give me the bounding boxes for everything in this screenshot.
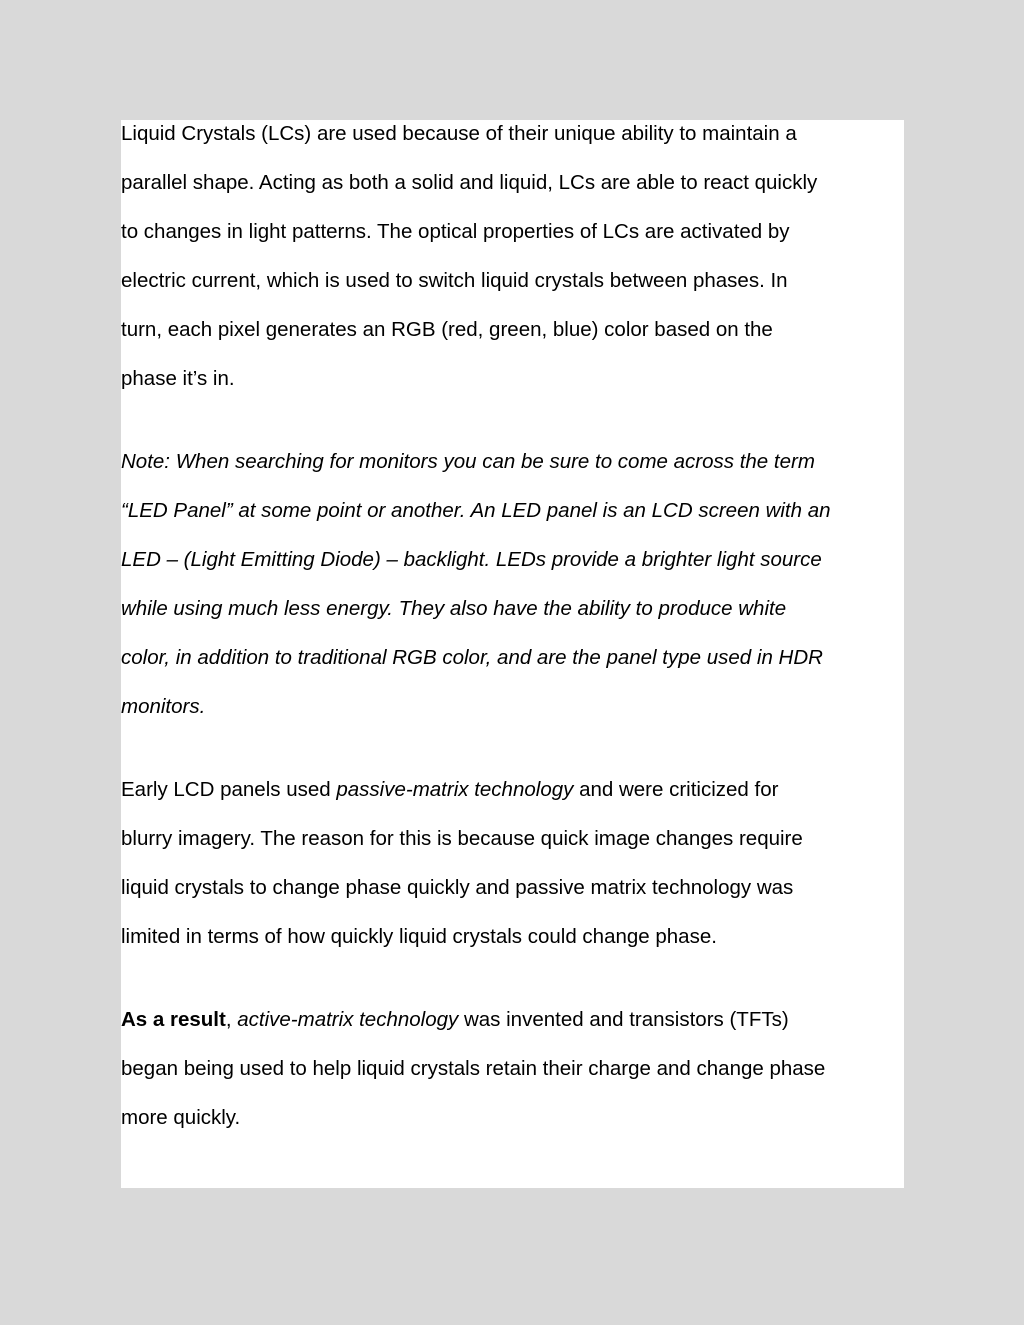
paragraph-note-led-panel xyxy=(121,437,911,731)
text-line: Note: When searching for monitors you can be sure to come across the term xyxy=(121,450,815,473)
text-line: phase it’s in. xyxy=(121,367,235,390)
text-line: monitors. xyxy=(121,695,206,718)
bold-lead: As a result xyxy=(121,1008,226,1031)
text-line: LED – (Light Emitting Diode) – backlight. LEDs provide a brighter light source xyxy=(121,548,822,571)
document-page xyxy=(121,120,904,1188)
text-line xyxy=(121,995,904,1044)
text-line: Liquid Crystals (LCs) are used because of their unique ability to maintain a xyxy=(121,122,797,145)
text-line: blurry imagery. The reason for this is because quick image changes require xyxy=(121,827,803,850)
paragraph-active-matrix xyxy=(121,995,904,1142)
italic-term-passive-matrix: passive-matrix technology xyxy=(336,778,574,801)
paragraph-liquid-crystals xyxy=(121,109,904,403)
text-run: and were criticized for xyxy=(573,778,779,801)
text-line: began being used to help liquid crystals retain their charge and change phase xyxy=(121,1057,826,1080)
text-line: while using much less energy. They also have the ability to produce white xyxy=(121,597,787,620)
text-line: more quickly. xyxy=(121,1106,241,1129)
text-line: liquid crystals to change phase quickly and passive matrix technology was xyxy=(121,876,794,899)
paragraph-passive-matrix xyxy=(121,765,904,961)
text-line: electric current, which is used to switch liquid crystals between phases. In xyxy=(121,269,788,292)
text-run: Early LCD panels used xyxy=(121,778,337,801)
text-line: parallel shape. Acting as both a solid and liquid, LCs are able to react quickly xyxy=(121,171,818,194)
text-line xyxy=(121,765,904,814)
text-line: “LED Panel” at some point or another. An LED panel is an LCD screen with an xyxy=(121,499,831,522)
text-line: limited in terms of how quickly liquid crystals could change phase. xyxy=(121,925,717,948)
italic-term-active-matrix: active-matrix technology xyxy=(237,1008,459,1031)
text-line: turn, each pixel generates an RGB (red, green, blue) color based on the xyxy=(121,318,773,341)
text-line: color, in addition to traditional RGB color, and are the panel type used in HDR xyxy=(121,646,823,669)
text-run: , xyxy=(225,1008,238,1031)
text-run: was invented and transistors (TFTs) xyxy=(458,1008,789,1031)
text-line: to changes in light patterns. The optical properties of LCs are activated by xyxy=(121,220,790,243)
